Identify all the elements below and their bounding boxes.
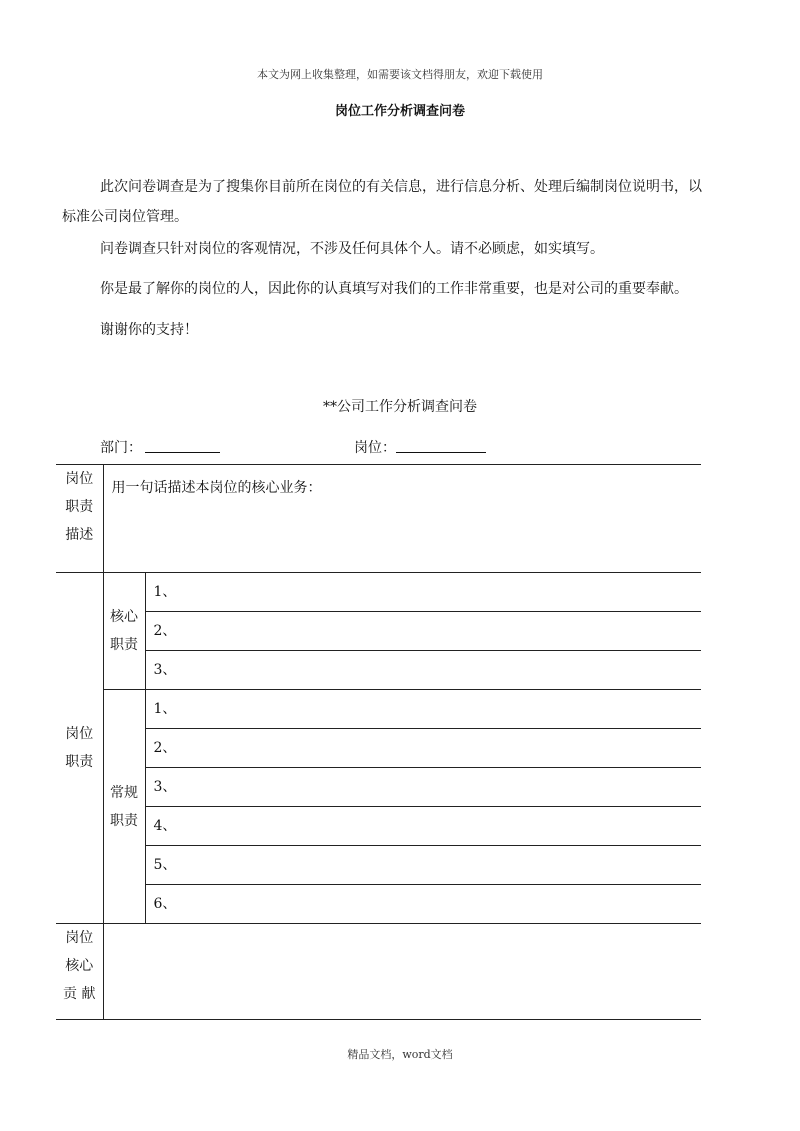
routine-duty-row [56,690,701,729]
routine-duty-item[interactable]: 2、 [145,729,701,768]
intro-paragraph-2: 问卷调查只针对岗位的客观情况，不涉及任何具体个人。请不必顾虑，如实填写。 [100,241,604,257]
job-description-cell[interactable] [103,465,701,573]
routine-duty-row [56,885,701,924]
core-duties-label-line-2: 职责 [110,637,138,653]
form-title: **公司工作分析调查问卷 [323,399,477,415]
job-duties-label-line-1: 岗位 [65,726,94,742]
job-description-label-line-1: 岗位 [65,471,94,487]
intro-paragraph-4: 谢谢你的支持！ [100,322,198,338]
core-duty-row [56,573,701,612]
department-field[interactable] [145,436,220,453]
survey-table [56,464,701,1020]
routine-duty-row [56,729,701,768]
core-contribution-row [56,924,701,1020]
core-contribution-label-line-2: 核心 [65,958,94,974]
core-duties-label-line-1: 核心 [110,609,138,625]
routine-duty-item[interactable]: 5、 [145,846,701,885]
core-contribution-label-line-3: 贡 献 [63,986,96,1002]
routine-duties-label [103,690,145,924]
department-label: 部门： [100,440,142,456]
routine-duty-item[interactable]: 6、 [145,885,701,924]
routine-duties-label-line-2: 职责 [110,812,138,829]
job-duties-label [56,573,103,924]
intro-paragraph-3: 你是最了解你的岗位的人，因此你的认真填写对我们的工作非常重要，也是对公司的重要奉献。 [100,281,688,297]
core-contribution-label-line-1: 岗位 [65,930,94,946]
core-contribution-label [56,924,103,1020]
job-description-label-line-3: 描述 [65,527,94,543]
job-description-label [56,465,103,573]
core-duty-row [56,651,701,690]
core-duty-item[interactable]: 1、 [145,573,701,612]
core-duties-label [103,573,145,690]
core-duty-row [56,612,701,651]
job-duties-label-line-2: 职责 [65,754,94,770]
routine-duties-label-line-1: 常规 [110,784,138,801]
routine-duty-item[interactable]: 1、 [145,690,701,729]
position-label: 岗位： [354,440,396,456]
intro-paragraph-1: 此次问卷调查是为了搜集你目前所在岗位的有关信息，进行信息分析、处理后编制岗位说明书，以标准公司岗位管理。 [62,179,702,225]
routine-duty-row [56,846,701,885]
footer-note: 精品文档，word文档 [347,1048,453,1061]
job-description-prompt: 用一句话描述本岗位的核心业务： [111,480,322,496]
job-description-row [56,465,701,573]
routine-duty-row [56,768,701,807]
routine-duty-row [56,807,701,846]
core-duty-item[interactable]: 3、 [145,651,701,690]
job-description-label-line-2: 职责 [65,499,94,515]
core-duty-item[interactable]: 2、 [145,612,701,651]
header-note: 本文为网上收集整理，如需要该文档得朋友，欢迎下载使用 [257,68,543,81]
core-contribution-cell[interactable] [103,924,701,1020]
document-title: 岗位工作分析调查问卷 [334,104,465,119]
routine-duty-item[interactable]: 3、 [145,768,701,807]
position-field[interactable] [396,436,486,453]
routine-duty-item[interactable]: 4、 [145,807,701,846]
